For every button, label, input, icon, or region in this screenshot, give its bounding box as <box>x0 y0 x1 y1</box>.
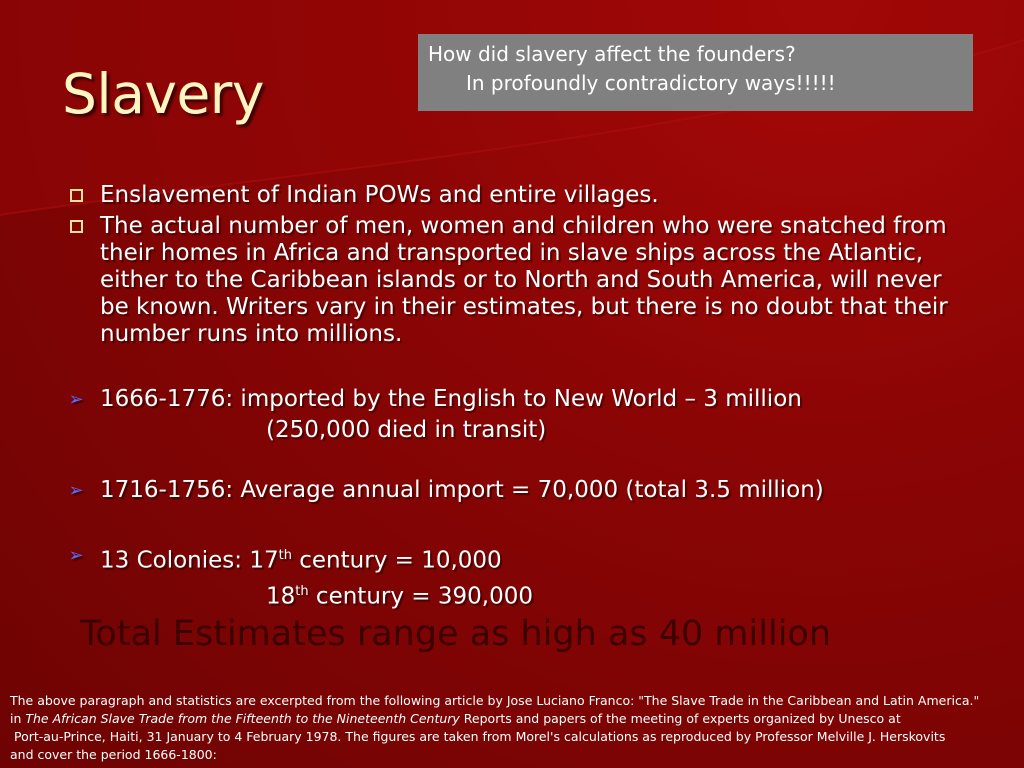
bullet-text-before: 13 Colonies: 17 <box>100 547 279 574</box>
bullet-text-before: 18 <box>266 583 296 610</box>
callout-box <box>418 34 973 111</box>
slide-title: Slavery <box>62 62 264 126</box>
bullet-list <box>62 182 972 613</box>
footnote <box>10 692 1010 764</box>
total-estimate-text: Total Estimates range as high as 40 million <box>80 614 832 654</box>
bullet-continuation <box>62 575 972 614</box>
bullet-text-sup: th <box>278 548 292 563</box>
square-bullet-icon <box>66 213 86 240</box>
list-item <box>62 213 972 348</box>
bullet-text-sup: th <box>295 583 309 599</box>
footnote-book-title: The African Slave Trade from the Fifteenth to the Nineteenth Century <box>25 711 460 726</box>
arrow-bullet-icon: ➢ <box>68 480 84 501</box>
footnote-line: The above paragraph and statistics are excerpted from the following article by Jose Luciano Franco: "The Slave Trade in the Caribbean and Latin America." <box>10 693 980 708</box>
footnote-line: Port-au-Prince, Haiti, 31 January to 4 February 1978. The figures are taken from Morel's calculations as reproduced by Professor Melville J. Herskovits <box>10 729 946 744</box>
list-item <box>62 386 972 413</box>
footnote-prefix: in <box>10 711 26 726</box>
bullet-text: 1716-1756: Average annual import = 70,000 (total 3.5 million) <box>100 477 824 503</box>
bullet-continuation: (250,000 died in transit) <box>266 417 547 443</box>
bullet-text-after: century = 10,000 <box>291 547 502 574</box>
footnote-line <box>10 710 1010 728</box>
bullet-text: Enslavement of Indian POWs and entire villages. <box>100 182 659 208</box>
bullet-text-after: century = 390,000 <box>308 583 533 610</box>
arrow-bullet-icon: ➢ <box>68 545 84 566</box>
square-bullet-icon <box>66 182 86 209</box>
callout-answer: In profoundly contradictory ways!!!!! <box>466 71 836 95</box>
list-item <box>62 542 972 575</box>
bullet-text: 1666-1776: imported by the English to New World – 3 million <box>100 386 802 412</box>
footnote-line: and cover the period 1666-1800: <box>10 747 217 762</box>
arrow-bullet-icon: ➢ <box>68 389 84 410</box>
list-item <box>62 477 972 504</box>
callout-question: How did slavery affect the founders? <box>428 42 796 66</box>
list-item <box>62 182 972 209</box>
bullet-text: The actual number of men, women and children who were snatched from their homes in Africa and transported in slave ships across the Atlantic, either to the Caribbean islands or to North and South America, will never be known. Writers vary in their estimates, but there is no doubt that their number runs into millions. <box>100 213 948 347</box>
footnote-suffix: Reports and papers of the meeting of experts organized by Unesco at <box>459 711 901 726</box>
